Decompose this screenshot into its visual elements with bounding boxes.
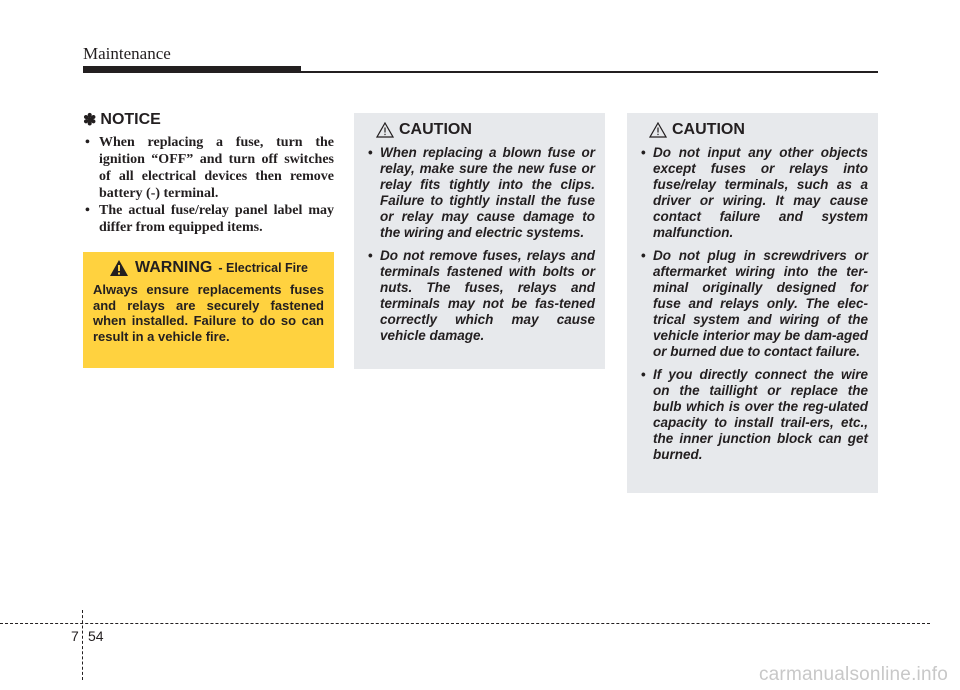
- watermark: carmanualsonline.info: [758, 664, 948, 685]
- notice-item: • When replacing a fuse, turn the ignition “OFF” and turn off switches of all electrical devices then remove battery (-) terminal.: [83, 134, 334, 202]
- caution-item: • Do not plug in screwdrivers or aftermarket wiring into the ter-minal originally designed for fuse and relays only. The elec-trical system and wiring of the vehicle interior may be dam-aged or burned due to contact failure.: [639, 248, 868, 360]
- caution-box-right: [627, 113, 878, 493]
- caution-item: • If you directly connect the wire on the taillight or replace the bulb which is over the reg-ulated capacity to install trail-ers, etc., the inner junction block can get burned.: [639, 367, 868, 463]
- caution-header: [649, 121, 868, 139]
- footer-divider: [82, 610, 83, 680]
- caution-header: [376, 121, 595, 139]
- caution-item: • When replacing a blown fuse or relay, make sure the new fuse or relay fits tightly into the clips. Failure to tightly install the fuse or relay may cause damage to the wiring and electric systems.: [366, 145, 595, 241]
- notice-section: [83, 110, 334, 236]
- chapter-number: 7: [71, 628, 79, 644]
- notice-list: [83, 134, 334, 236]
- notice-heading: [83, 110, 334, 130]
- warning-header: [93, 257, 324, 279]
- caution-list: [639, 145, 868, 463]
- notice-star-icon: ✽: [83, 112, 97, 129]
- warning-triangle-icon: [109, 259, 129, 277]
- header-rule: [83, 71, 878, 73]
- warning-text: Always ensure replacements fuses and relays are securely fastened when installed. Failure to do so can result in a vehicle fire.: [93, 282, 324, 344]
- section-title: Maintenance: [83, 44, 171, 63]
- footer-rule: [0, 623, 930, 624]
- caution-box-left: [354, 113, 605, 369]
- caution-triangle-icon: [376, 122, 394, 138]
- caution-item: • Do not remove fuses, relays and terminals fastened with bolts or nuts. The fuses, relays and terminals may not be fas-tened correctly which may cause vehicle damage.: [366, 248, 595, 344]
- notice-title: NOTICE: [100, 111, 161, 128]
- notice-item: • The actual fuse/relay panel label may differ from equipped items.: [83, 202, 334, 236]
- warning-label: WARNING: [135, 259, 213, 276]
- page-number: 54: [88, 628, 104, 644]
- warning-box: [83, 252, 334, 368]
- caution-list: [366, 145, 595, 344]
- caution-item: • Do not input any other objects except fuses or relays into fuse/relay terminals, such as a driver or wiring. It may cause contact failure and system malfunction.: [639, 145, 868, 241]
- warning-subtitle: - Electrical Fire: [218, 261, 308, 275]
- caution-title: CAUTION: [672, 121, 745, 138]
- caution-triangle-icon: [649, 122, 667, 138]
- caution-title: CAUTION: [399, 121, 472, 138]
